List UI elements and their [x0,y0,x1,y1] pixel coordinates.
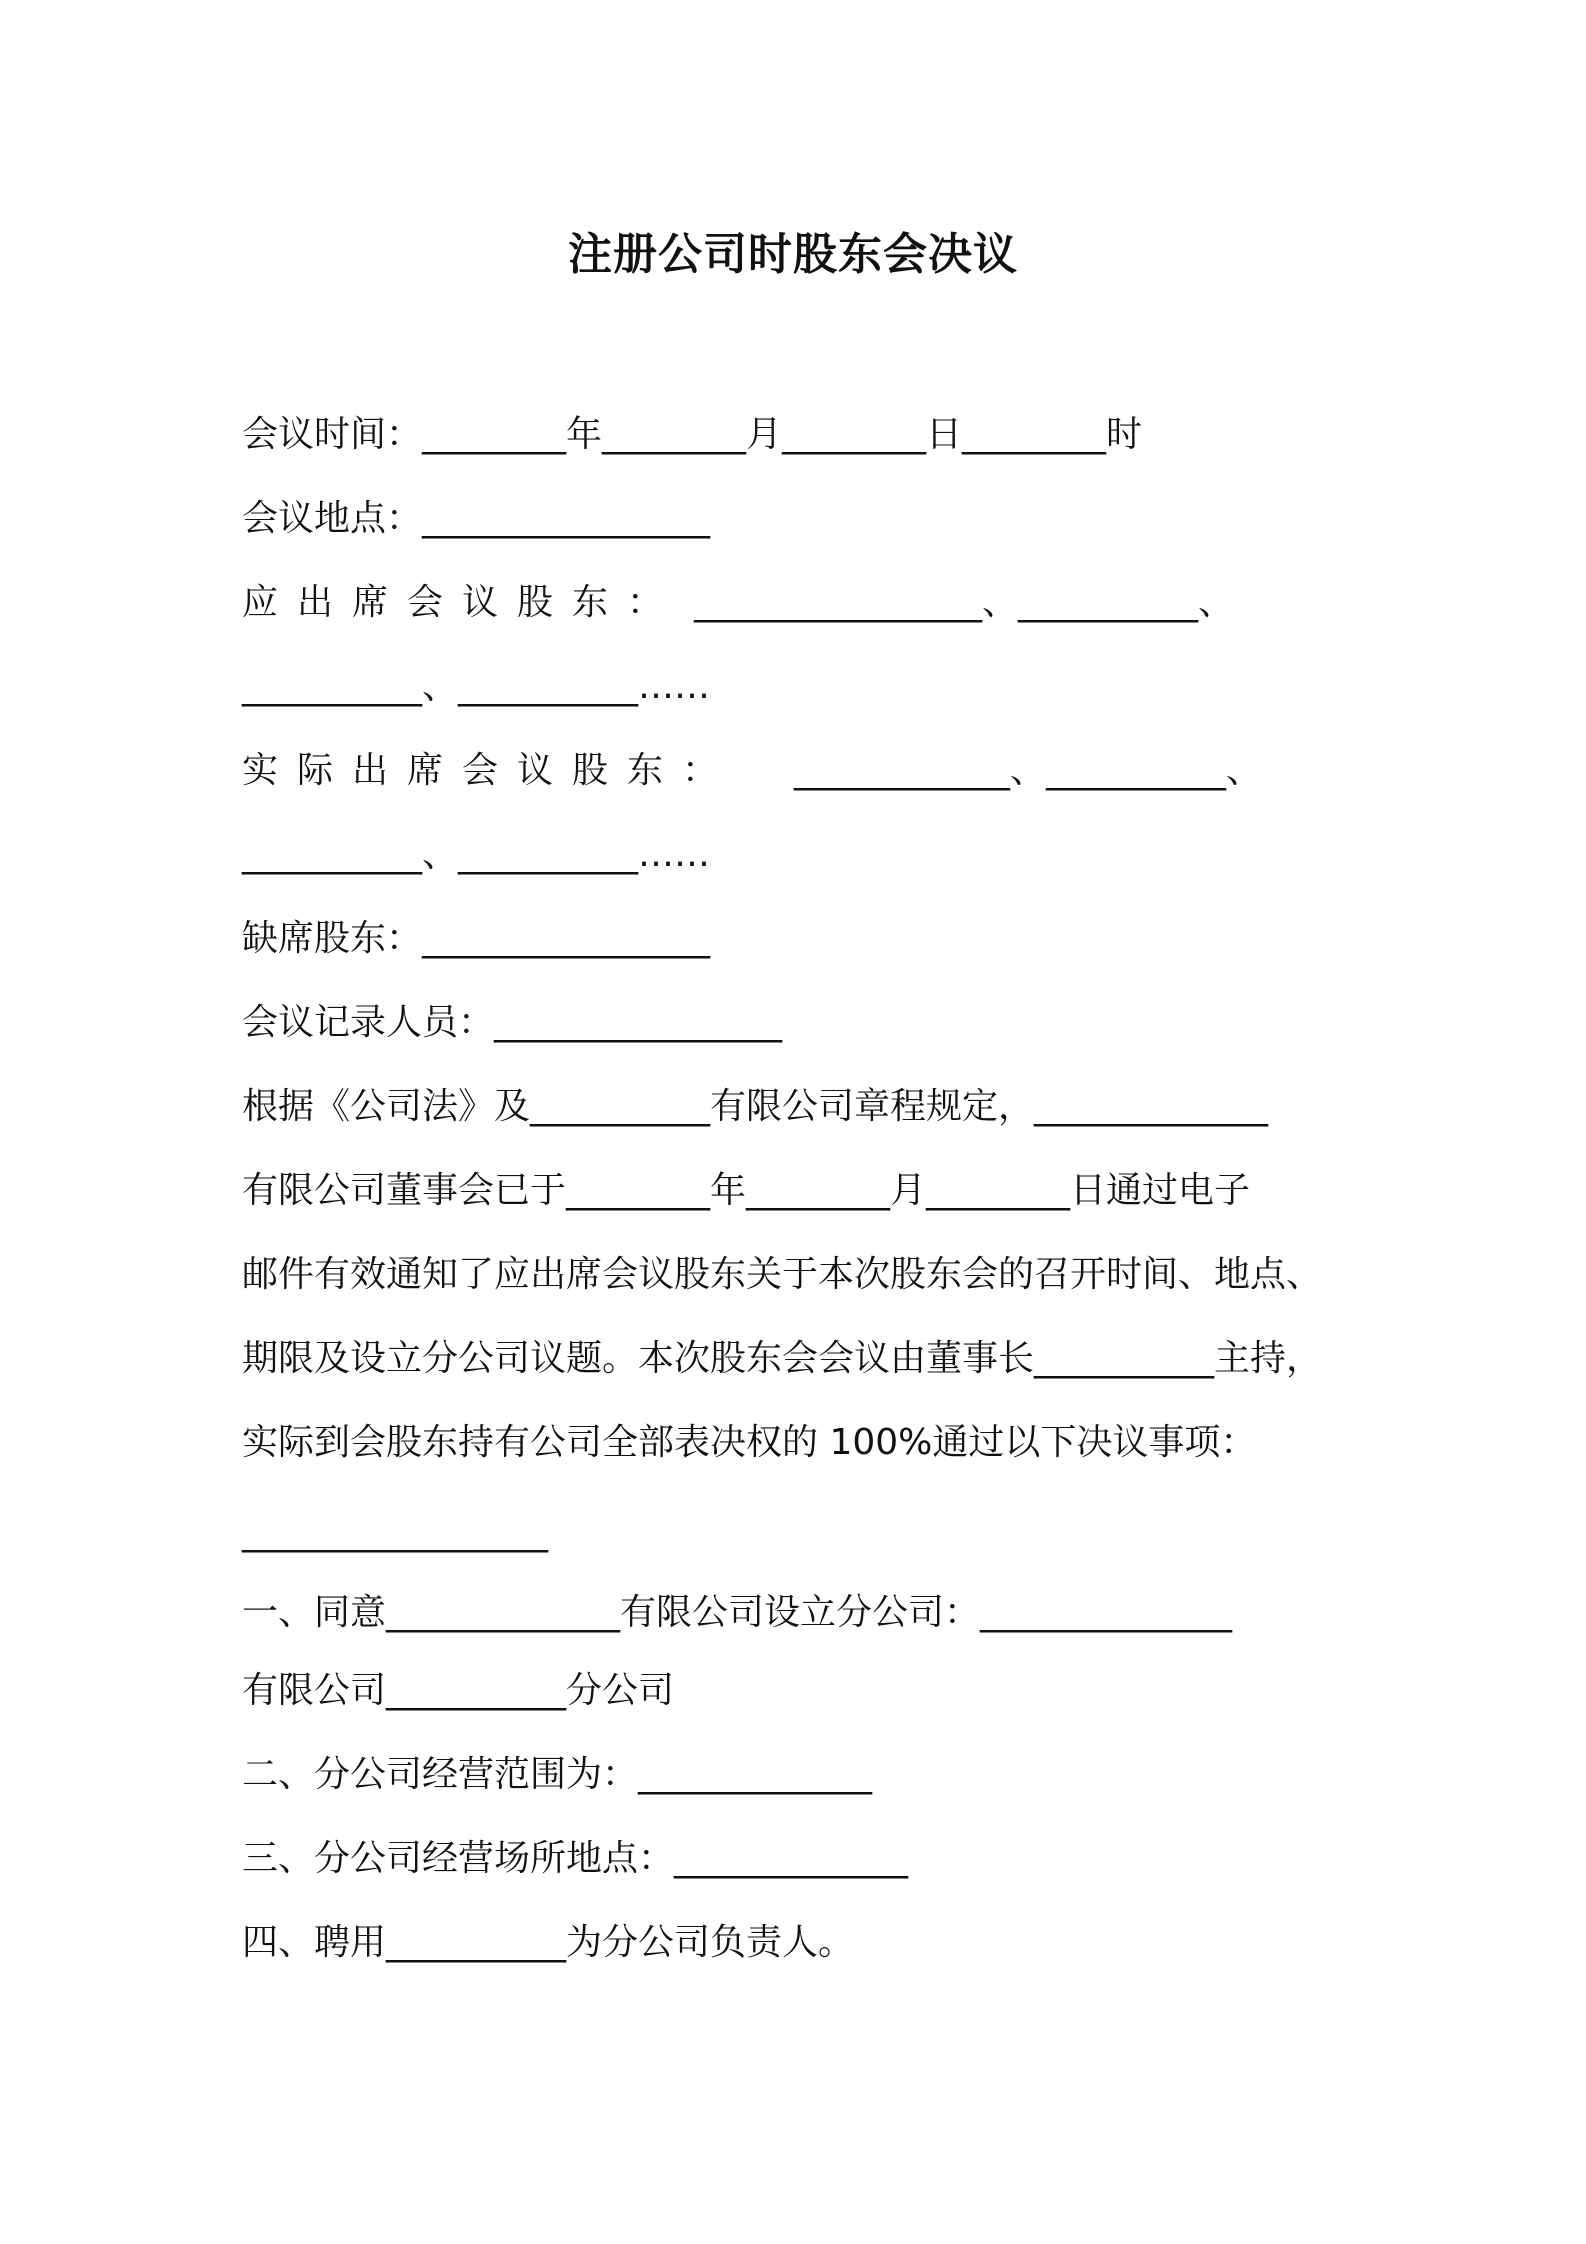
body-paragraph-line-5: 实际到会股东持有公司全部表决权的 100%通过以下决议事项： [242,1422,1257,1463]
document-title: 注册公司时股东会决议 [568,229,1018,280]
meeting-location-line: 会议地点：________________ [242,498,711,539]
resolution-item-2: 二、分公司经营范围为：_____________ [242,1754,873,1795]
body-paragraph-line-2: 有限公司董事会已于________年________月________日通过电子 [242,1170,1251,1211]
actual-shareholders-line-2: __________、__________…… [242,834,710,875]
absent-shareholders-line: 缺席股东：________________ [242,918,711,959]
actual-shareholders-blanks: ____________、__________、 [794,750,1262,791]
expected-shareholders-blanks: ________________、__________、 [694,582,1234,623]
expected-shareholders-label: 应出席会议股东： [242,582,683,623]
resolution-item-1-cont: 有限公司__________分公司 [242,1670,675,1711]
meeting-time-line: 会议时间：________年________月________日________时 [242,414,1143,455]
body-paragraph-line-3: 邮件有效通知了应出席会议股东关于本次股东会的召开时间、地点、 [242,1254,1323,1295]
expected-shareholders-line-2: __________、__________…… [242,666,710,707]
body-paragraph-line-4: 期限及设立分公司议题。本次股东会会议由董事长__________主持， [242,1338,1323,1379]
resolution-item-3: 三、分公司经营场所地点：_____________ [242,1838,909,1879]
resolution-item-4: 四、聘用__________为分公司负责人。 [242,1922,855,1963]
recorder-line: 会议记录人员：________________ [242,1002,783,1043]
resolution-item-1: 一、同意_____________有限公司设立分公司：______________ [242,1592,1233,1633]
actual-shareholders-label: 实际出席会议股东： [242,750,738,791]
resolution-blank-line: _________________ [242,1512,548,1553]
body-paragraph-line-1: 根据《公司法》及__________有限公司章程规定，_____________ [242,1086,1269,1127]
